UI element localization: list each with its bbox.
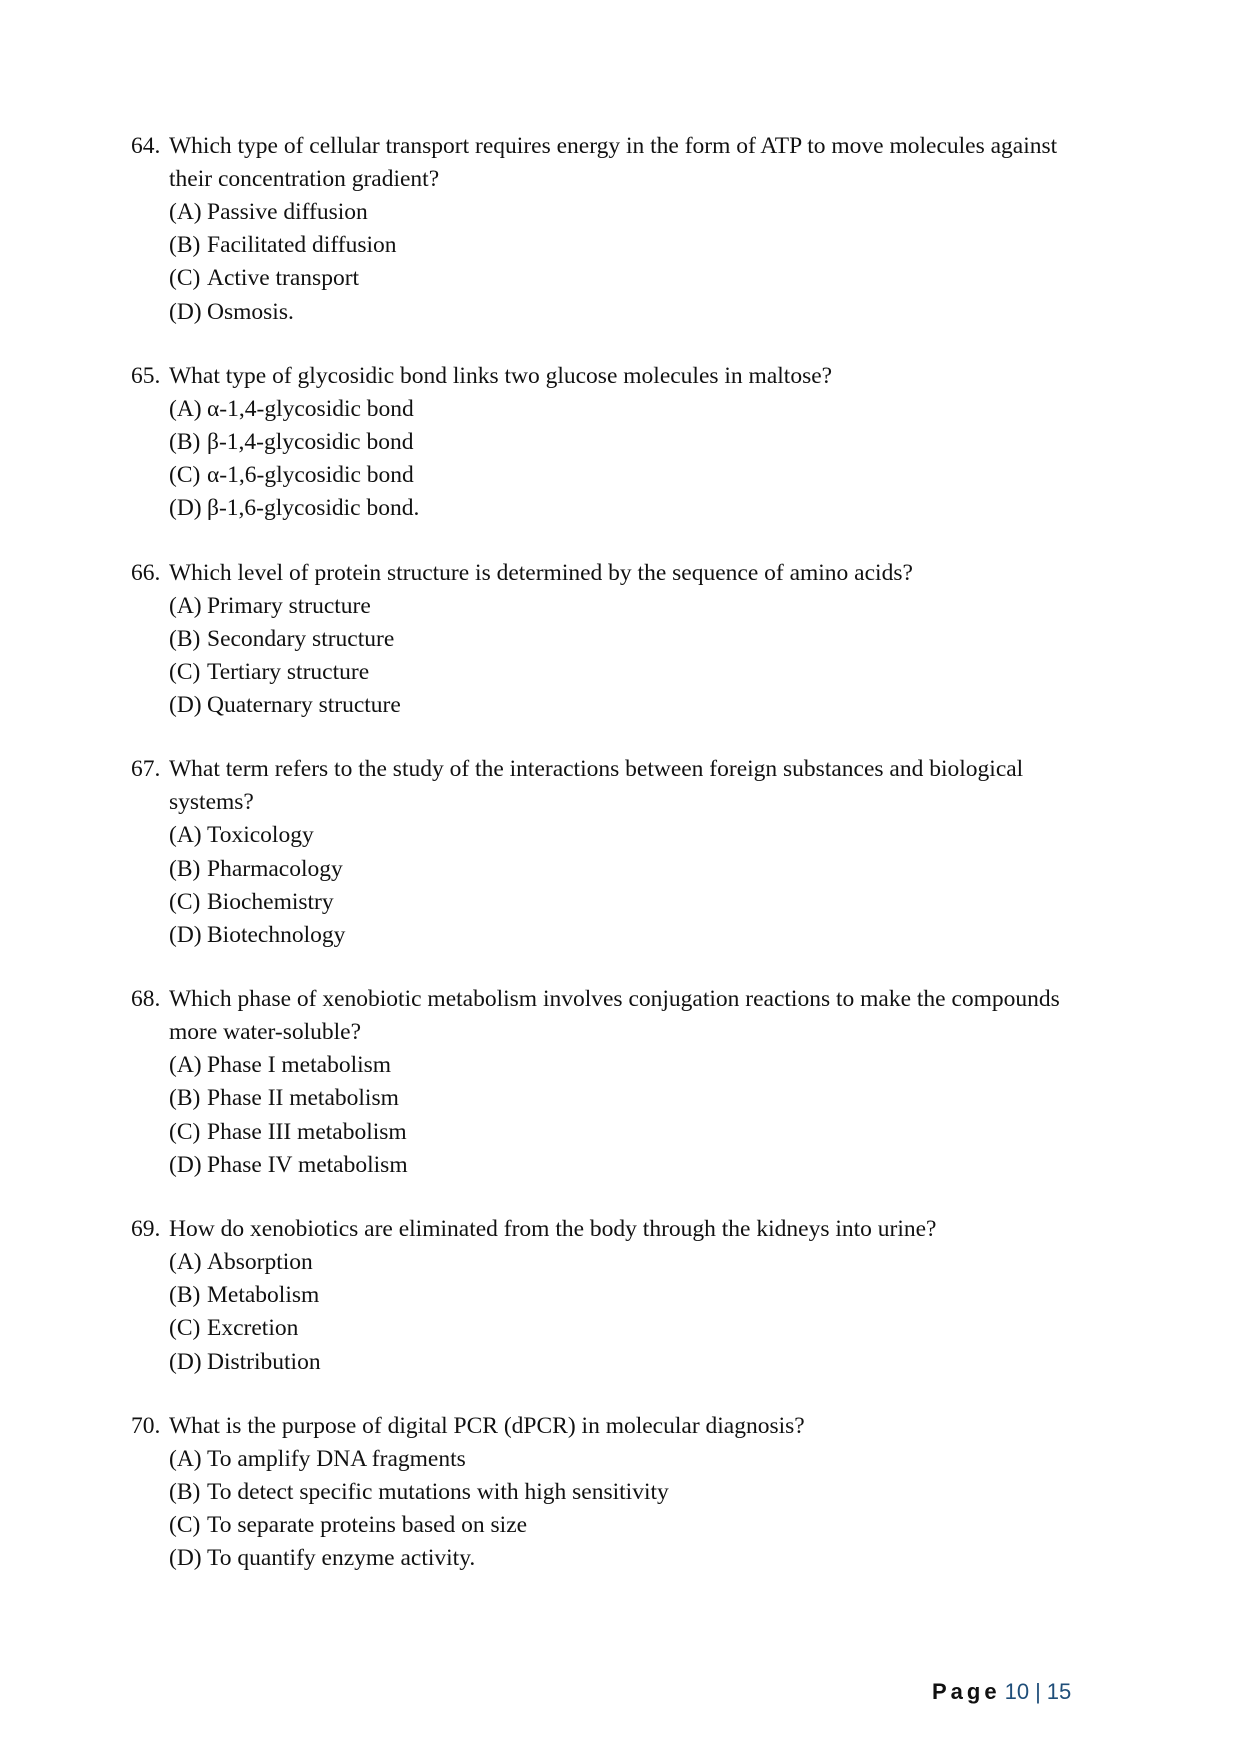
option-text: Osmosis. (207, 298, 294, 325)
option-b (169, 1279, 1091, 1312)
question-number: 66. (131, 559, 161, 586)
option-letter: (B) (169, 855, 201, 882)
option-letter: (C) (169, 265, 201, 292)
option-b (169, 1082, 1091, 1115)
option-letter: (A) (169, 199, 202, 225)
option-d (169, 919, 1091, 952)
question-stem (131, 1410, 1091, 1443)
option-text: Phase II metabolism (207, 1085, 399, 1112)
option-list (131, 1443, 1091, 1576)
option-letter: (D) (169, 495, 202, 522)
option-text: Tertiary structure (207, 659, 370, 686)
option-letter: (B) (169, 1085, 201, 1112)
option-letter: (B) (169, 625, 201, 652)
page-number: 10 (1004, 1679, 1030, 1704)
option-text: Phase IV metabolism (207, 1151, 408, 1178)
option-letter: (B) (169, 1282, 201, 1309)
option-letter: (D) (169, 1545, 202, 1572)
question-69 (131, 1213, 1091, 1379)
option-text: To separate proteins based on size (207, 1512, 528, 1539)
option-text: Toxicology (207, 822, 314, 849)
option-text: β-1,6-glycosidic bond. (207, 495, 420, 522)
option-letter: (D) (169, 692, 202, 719)
page-footer (932, 1678, 1071, 1706)
option-letter: (A) (169, 1052, 202, 1079)
option-text: Biotechnology (207, 922, 346, 949)
option-a (169, 819, 1091, 852)
option-text: Pharmacology (207, 855, 343, 882)
option-text: Passive diffusion (207, 199, 368, 225)
option-list (131, 590, 1091, 723)
option-letter: (D) (169, 1151, 202, 1178)
option-b (169, 623, 1091, 656)
option-text: α-1,6-glycosidic bond (207, 462, 414, 489)
option-list (131, 1049, 1091, 1182)
option-a (169, 590, 1091, 623)
option-text: Absorption (207, 1249, 313, 1276)
option-text: Secondary structure (207, 625, 395, 652)
option-text: Active transport (207, 265, 360, 292)
option-text: Biochemistry (207, 888, 334, 915)
option-text: Primary structure (207, 592, 371, 619)
question-stem (131, 130, 1091, 196)
question-67 (131, 753, 1091, 952)
question-text: How do xenobiotics are eliminated from the body through the kidneys into urine? (169, 1216, 937, 1243)
option-c (169, 459, 1091, 492)
option-text: To detect specific mutations with high sensitivity (207, 1479, 669, 1506)
option-letter: (A) (169, 395, 202, 422)
page-label: Page (932, 1679, 1001, 1704)
question-number: 68. (131, 986, 161, 1013)
question-list (131, 130, 1091, 1607)
option-text: Phase III metabolism (207, 1118, 407, 1145)
option-letter: (D) (169, 1348, 202, 1375)
option-letter: (C) (169, 462, 201, 489)
question-stem (131, 360, 1091, 393)
option-a (169, 1443, 1091, 1476)
option-list (131, 393, 1091, 526)
question-text: Which level of protein structure is determined by the sequence of amino acids? (169, 559, 913, 586)
option-letter: (C) (169, 659, 201, 686)
question-text: What type of glycosidic bond links two glucose molecules in maltose? (169, 362, 833, 389)
question-stem (131, 983, 1091, 1049)
option-b (169, 229, 1091, 262)
option-text: β-1,4-glycosidic bond (207, 429, 414, 456)
question-64 (131, 130, 1091, 329)
option-letter: (C) (169, 1118, 201, 1145)
option-c (169, 886, 1091, 919)
question-65 (131, 360, 1091, 526)
option-letter: (B) (169, 429, 201, 456)
option-c (169, 1509, 1091, 1542)
option-text: Phase I metabolism (207, 1052, 392, 1079)
question-text: What term refers to the study of the interactions between foreign substances and biological systems? (169, 756, 1024, 816)
page-separator: | (1035, 1679, 1041, 1704)
option-b (169, 853, 1091, 886)
question-text: Which type of cellular transport requires energy in the form of ATP to move molecules against their concentration gradient? (169, 133, 1058, 192)
option-a (169, 1246, 1091, 1279)
option-list (131, 819, 1091, 952)
option-c (169, 1116, 1091, 1149)
option-text: Excretion (207, 1315, 299, 1342)
question-number: 65. (131, 362, 161, 389)
option-d (169, 296, 1091, 329)
option-a (169, 196, 1091, 229)
option-letter: (C) (169, 1315, 201, 1342)
option-list (131, 196, 1091, 329)
question-stem (131, 753, 1091, 819)
option-b (169, 426, 1091, 459)
question-number: 69. (131, 1216, 161, 1243)
option-text: Metabolism (207, 1282, 320, 1309)
option-b (169, 1476, 1091, 1509)
option-c (169, 262, 1091, 295)
question-70 (131, 1410, 1091, 1576)
option-letter: (B) (169, 232, 201, 259)
option-d (169, 1346, 1091, 1379)
option-a (169, 1049, 1091, 1082)
option-text: Facilitated diffusion (207, 232, 397, 259)
option-c (169, 656, 1091, 689)
option-d (169, 689, 1091, 722)
question-68 (131, 983, 1091, 1182)
option-letter: (A) (169, 1249, 202, 1276)
option-d (169, 1149, 1091, 1182)
option-letter: (B) (169, 1479, 201, 1506)
option-text: Distribution (207, 1348, 321, 1375)
option-letter: (A) (169, 1445, 202, 1472)
option-letter: (A) (169, 822, 202, 849)
option-text: To quantify enzyme activity. (207, 1545, 476, 1572)
option-d (169, 1542, 1091, 1575)
question-number: 70. (131, 1412, 161, 1439)
question-text: What is the purpose of digital PCR (dPCR) in molecular diagnosis? (169, 1412, 805, 1439)
option-text: α-1,4-glycosidic bond (207, 395, 414, 422)
option-letter: (C) (169, 888, 201, 915)
option-letter: (C) (169, 1512, 201, 1539)
option-letter: (A) (169, 592, 202, 619)
option-letter: (D) (169, 298, 202, 325)
option-text: To amplify DNA fragments (207, 1445, 466, 1472)
option-list (131, 1246, 1091, 1379)
question-66 (131, 557, 1091, 723)
option-text: Quaternary structure (207, 692, 401, 719)
option-d (169, 492, 1091, 525)
question-number: 64. (131, 133, 161, 159)
option-letter: (D) (169, 922, 202, 949)
option-a (169, 393, 1091, 426)
question-stem (131, 1213, 1091, 1246)
question-text: Which phase of xenobiotic metabolism involves conjugation reactions to make the compounds more water-soluble? (169, 986, 1060, 1046)
option-c (169, 1312, 1091, 1345)
page-total: 15 (1046, 1679, 1072, 1704)
question-number: 67. (131, 756, 161, 783)
question-stem (131, 557, 1091, 590)
